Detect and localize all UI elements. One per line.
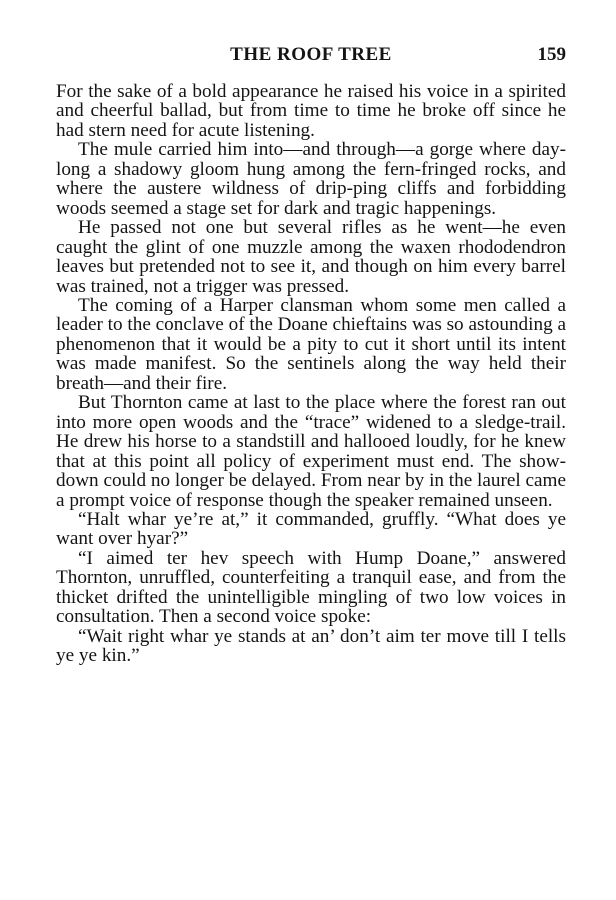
paragraph: He passed not one but several rifles as he went—he even caught the glint of one muzzle among the waxen rhododendron leaves but pretended not to see it, and though on him every barrel was trained, not a trigger was pressed. [56, 217, 566, 297]
paragraph: The coming of a Harper clansman whom some men called a leader to the conclave of the Doane chieftains was so astounding a phenomenon that it would be a pity to cut it short until its intent was made manifest. So the sentinels along the way held their breath—and their fire. [56, 294, 566, 394]
paragraph: For the sake of a bold appearance he raised his voice in a spirited and cheerful ballad, but from time to time he broke off since he had stern need for acute listening. [56, 81, 566, 141]
body-text [56, 82, 566, 666]
paragraph: But Thornton came at last to the place where the forest ran out into more open woods and the “trace” widened to a sledge-trail. He drew his horse to a standstill and hallooed loudly, for he knew that at this point all policy of experiment must end. The show-down could no longer be delayed. From near by in the laurel came a prompt voice of response though the speaker remained unseen. [56, 392, 566, 511]
paragraph: The mule carried him into—and through—a gorge where day-long a shadowy gloom hung among the fern-fringed rocks, and where the austere wildness of drip-ping cliffs and forbidding woods seemed a stage set for dark and tragic happenings. [56, 139, 566, 219]
paragraph: “I aimed ter hev speech with Hump Doane,” answered Thornton, unruffled, counterfeiting a tranquil ease, and from the thicket drifted the unintelligible mingling of two low voices in consultation. Then a second voice spoke: [56, 547, 566, 628]
page-header [56, 44, 566, 68]
paragraph: “Halt whar ye’re at,” it commanded, gruffly. “What does ye want over hyar?” [56, 508, 566, 550]
page-number: 159 [537, 44, 566, 65]
paragraph: “Wait right whar ye stands at an’ don’t aim ter move till I tells ye ye kin.” [56, 625, 566, 667]
running-title: THE ROOF TREE [230, 44, 392, 65]
